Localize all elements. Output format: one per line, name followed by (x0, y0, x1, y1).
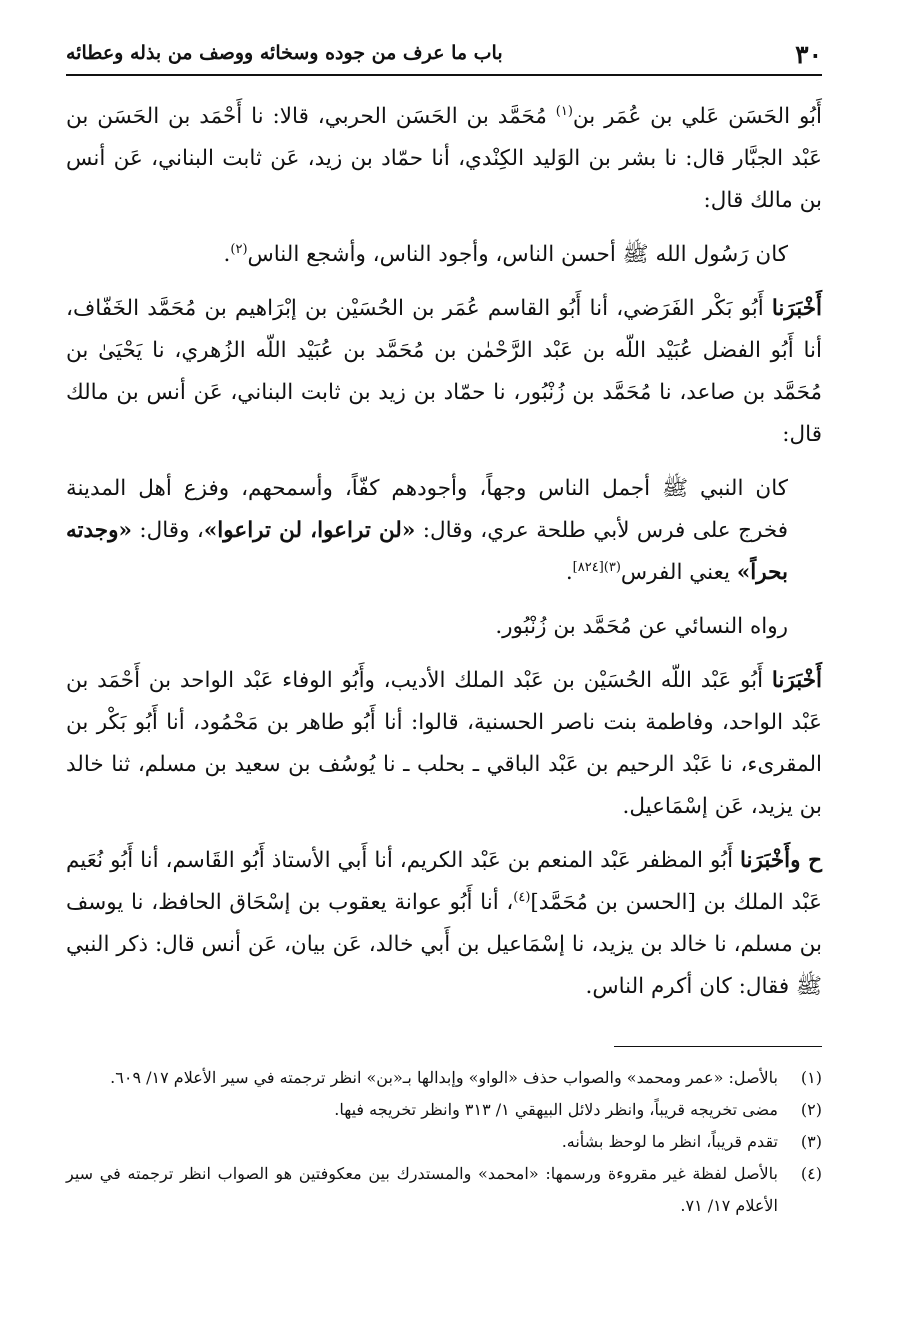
page-header (66, 38, 822, 78)
text-run: كان رَسُول الله ﷺ أحسن الناس، وأجود الناس، وأشجع الناس (247, 242, 788, 267)
text-run: مُحَمَّد بن الحَسَن الحربي، قالا: نا أَحْمَد بن الحَسَن بن عَبْد الجبَّار قال: نا بشر بن الوَليد الكِنْدي، أنا حمّاد بن زيد، عَن ثابت البناني، عَن أنس بن مالك قال: (66, 104, 822, 213)
footnote-number: (٢) (800, 1100, 822, 1119)
footnote-number: (١) (800, 1068, 822, 1087)
paragraph-3 (66, 288, 822, 456)
footnote-text: مضى تخريجه قريباً، وانظر دلائل البيهقي ١/ ٣١٣ وانظر تخريجه فيها. (334, 1100, 778, 1119)
footnote-ref-3: (٣)[٨٢٤] (572, 559, 621, 575)
header-rule (66, 74, 822, 76)
footnote-ref-2: (٢) (230, 241, 248, 257)
akhbarana-lead: أَخْبَرَنا (771, 668, 822, 693)
paragraph-5 (66, 606, 822, 648)
page-number: ٣٠ (795, 40, 822, 69)
text-run: رواه النسائي عن مُحَمَّد بن زُنْبُور. (495, 614, 788, 639)
footnote-4 (66, 1158, 822, 1222)
main-text (66, 96, 822, 1020)
text-run: أَبُو عَبْد اللّه الحُسَيْن بن عَبْد الملك الأديب، وأَبُو الوفاء عَبْد الواحد بن أَحْمَد بن عَبْد الواحد، وفاطمة بنت ناصر الحسنية، قالوا: أنا أَبُو طاهر بن مَحْمُود، أنا أَبُو بَكْر بن المقرىء، نا عَبْد الرحيم بن عَبْد الباقي ـ بحلب ـ نا يُوسُف بن سعيد بن مسلم، ثنا خالد بن يزيد، عَن إسْمَاعيل. (66, 668, 822, 819)
footnote-number: (٣) (800, 1132, 822, 1151)
quoted-speech: «وجدته بحراً» (66, 518, 788, 585)
footnote-3 (66, 1126, 822, 1158)
footnote-ref-1: (١) (555, 103, 573, 119)
footnote-1 (66, 1062, 822, 1094)
text-run: . (565, 560, 573, 585)
paragraph-4 (66, 468, 822, 594)
text-run: أَبُو المظفر عَبْد المنعم بن عَبْد الكريم، أنا أَبي الأستاذ أَبُو القَاسم، أنا أَبُو نُعَيم عَبْد الملك بن [الحسن بن مُحَمَّد] (66, 848, 822, 915)
text-run: ، وقال: (131, 518, 204, 543)
akhbarana-lead: أَخْبَرَنا (771, 296, 822, 321)
footnote-ref-4: (٤) (513, 889, 531, 905)
footnote-text: بالأصل: «عمر ومحمد» والصواب حذف «الواو» وإبدالها بـ«بن» انظر ترجمته في سير الأعلام ١٧/ ٦٠٩. (110, 1068, 778, 1087)
footnote-text: بالأصل لفظة غير مقروءة ورسمها: «امحمد» والمستدرك بين معكوفتين هو الصواب انظر ترجمته في سير الأعلام ١٧/ ٧١. (66, 1164, 778, 1215)
footnote-separator (614, 1046, 822, 1047)
text-run: يعني الفرس (620, 560, 737, 585)
paragraph-1 (66, 96, 822, 222)
text-run: كان النبي ﷺ أجمل الناس وجهاً، وأجودهم كفّاً، وأسمحهم، وفزع أهل المدينة فخرج على فرس لأبي طلحة عري، وقال: (66, 476, 788, 543)
running-title: باب ما عرف من جوده وسخائه ووصف من بذله وعطائه (66, 42, 503, 64)
text-run: ، أنا أَبُو عوانة يعقوب بن إسْحَاق الحافظ، نا يوسف بن مسلم، نا خالد بن يزيد، نا إسْمَاعيل بن أَبي خالد، عَن بيان، عَن أنس قال: ذكر النبي ﷺ فقال: كان أكرم الناس. (66, 890, 822, 999)
akhbarana-lead: ح وأَخْبَرَنا (739, 848, 822, 873)
footnote-2 (66, 1094, 822, 1126)
paragraph-7 (66, 840, 822, 1008)
footnote-number: (٤) (800, 1164, 822, 1183)
text-run: أَبُو الحَسَن عَلي بن عُمَر بن (572, 104, 823, 129)
paragraph-6 (66, 660, 822, 828)
quoted-speech: «لن تراعوا، لن تراعوا» (203, 518, 416, 543)
footnotes (66, 1062, 822, 1222)
footnote-text: تقدم قريباً، انظر ما لوحظ بشأنه. (561, 1132, 778, 1151)
text-run: أَبُو بَكْر الفَرَضي، أنا أَبُو القاسم عُمَر بن الحُسَيْن بن إبْرَاهيم بن مُحَمَّد الخَفّاف، أنا أَبُو الفضل عُبَيْد اللّه بن عَبْد الرَّحْمٰن بن مُحَمَّد بن عُبَيْد اللّه الزُهري، نا يَحْيَىٰ بن مُحَمَّد بن صاعد، نا مُحَمَّد بن زُنْبُور، نا حمّاد بن زيد بن ثابت البناني، عَن أنس بن مالك قال: (66, 296, 822, 447)
text-run: . (223, 242, 231, 267)
paragraph-2 (66, 234, 822, 276)
